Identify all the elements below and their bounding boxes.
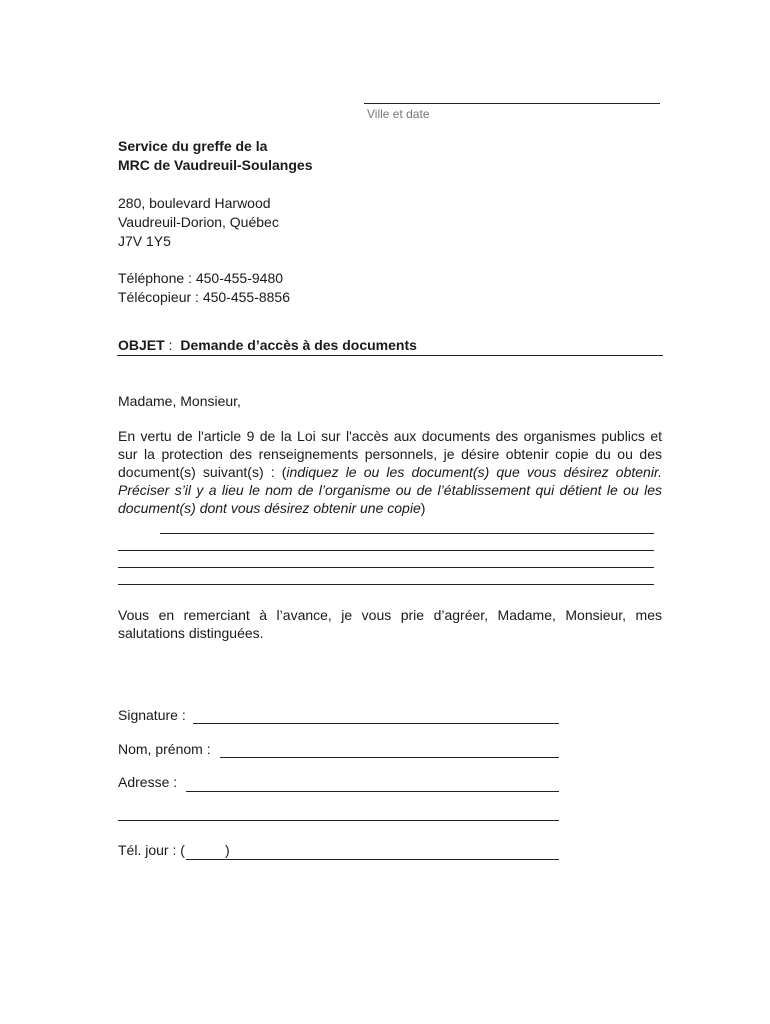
address-field-1[interactable] xyxy=(186,791,559,792)
recipient-line-1: Service du greffe de la xyxy=(118,138,268,154)
objet-text: Demande d’accès à des documents xyxy=(180,337,417,353)
recipient-line-2: MRC de Vaudreuil-Soulanges xyxy=(118,157,313,173)
date-signature-line[interactable] xyxy=(364,103,660,104)
address-street: 280, boulevard Harwood xyxy=(118,195,271,211)
address-postal-code: J7V 1Y5 xyxy=(118,233,171,249)
objet-label: OBJET xyxy=(118,337,165,353)
date-label: Ville et date xyxy=(367,107,430,121)
objet-underline xyxy=(117,355,663,356)
document-line-4[interactable] xyxy=(118,584,654,585)
phone-number-field[interactable] xyxy=(228,859,559,860)
objet-separator: : xyxy=(164,337,177,353)
salutation: Madame, Monsieur, xyxy=(118,393,241,409)
address-label: Adresse : xyxy=(118,774,178,790)
fax-number: Télécopieur : 450-455-8856 xyxy=(118,289,291,305)
closing-paragraph: Vous en remerciant à l’avance, je vous prie d’agréer, Madame, Monsieur, mes salutations distinguées. xyxy=(118,607,662,641)
address-field-2[interactable] xyxy=(118,820,559,821)
document-line-2[interactable] xyxy=(118,550,654,551)
request-instructions: indiquez le ou les document(s) que vous désirez obtenir. Préciser s’il y a lieu le nom de l’organisme ou de l’établissement qui détient le ou les document(s) dont vous désirez obtenir une copie xyxy=(118,464,662,516)
signature-field[interactable] xyxy=(193,723,559,724)
phone-close-paren: ) xyxy=(225,842,230,858)
request-intro: En vertu de l'article 9 de la Loi sur l'accès aux documents des organismes publics et sur la protection des renseignements personnels, je désire obtenir copie du ou des document(s) suivant(s) : ( xyxy=(118,428,662,480)
phone-label: Tél. jour : ( xyxy=(118,842,185,858)
request-paragraph xyxy=(118,427,662,517)
address-city: Vaudreuil-Dorion, Québec xyxy=(118,214,279,230)
name-label: Nom, prénom : xyxy=(118,741,211,757)
request-close-paren: ) xyxy=(420,500,426,516)
phone-area-code-field[interactable] xyxy=(186,859,228,860)
signature-label: Signature : xyxy=(118,707,186,723)
document-line-1[interactable] xyxy=(160,533,654,534)
document-line-3[interactable] xyxy=(118,567,654,568)
phone-number: Téléphone : 450-455-9480 xyxy=(118,270,284,286)
objet-heading xyxy=(118,336,417,354)
name-field[interactable] xyxy=(220,757,559,758)
